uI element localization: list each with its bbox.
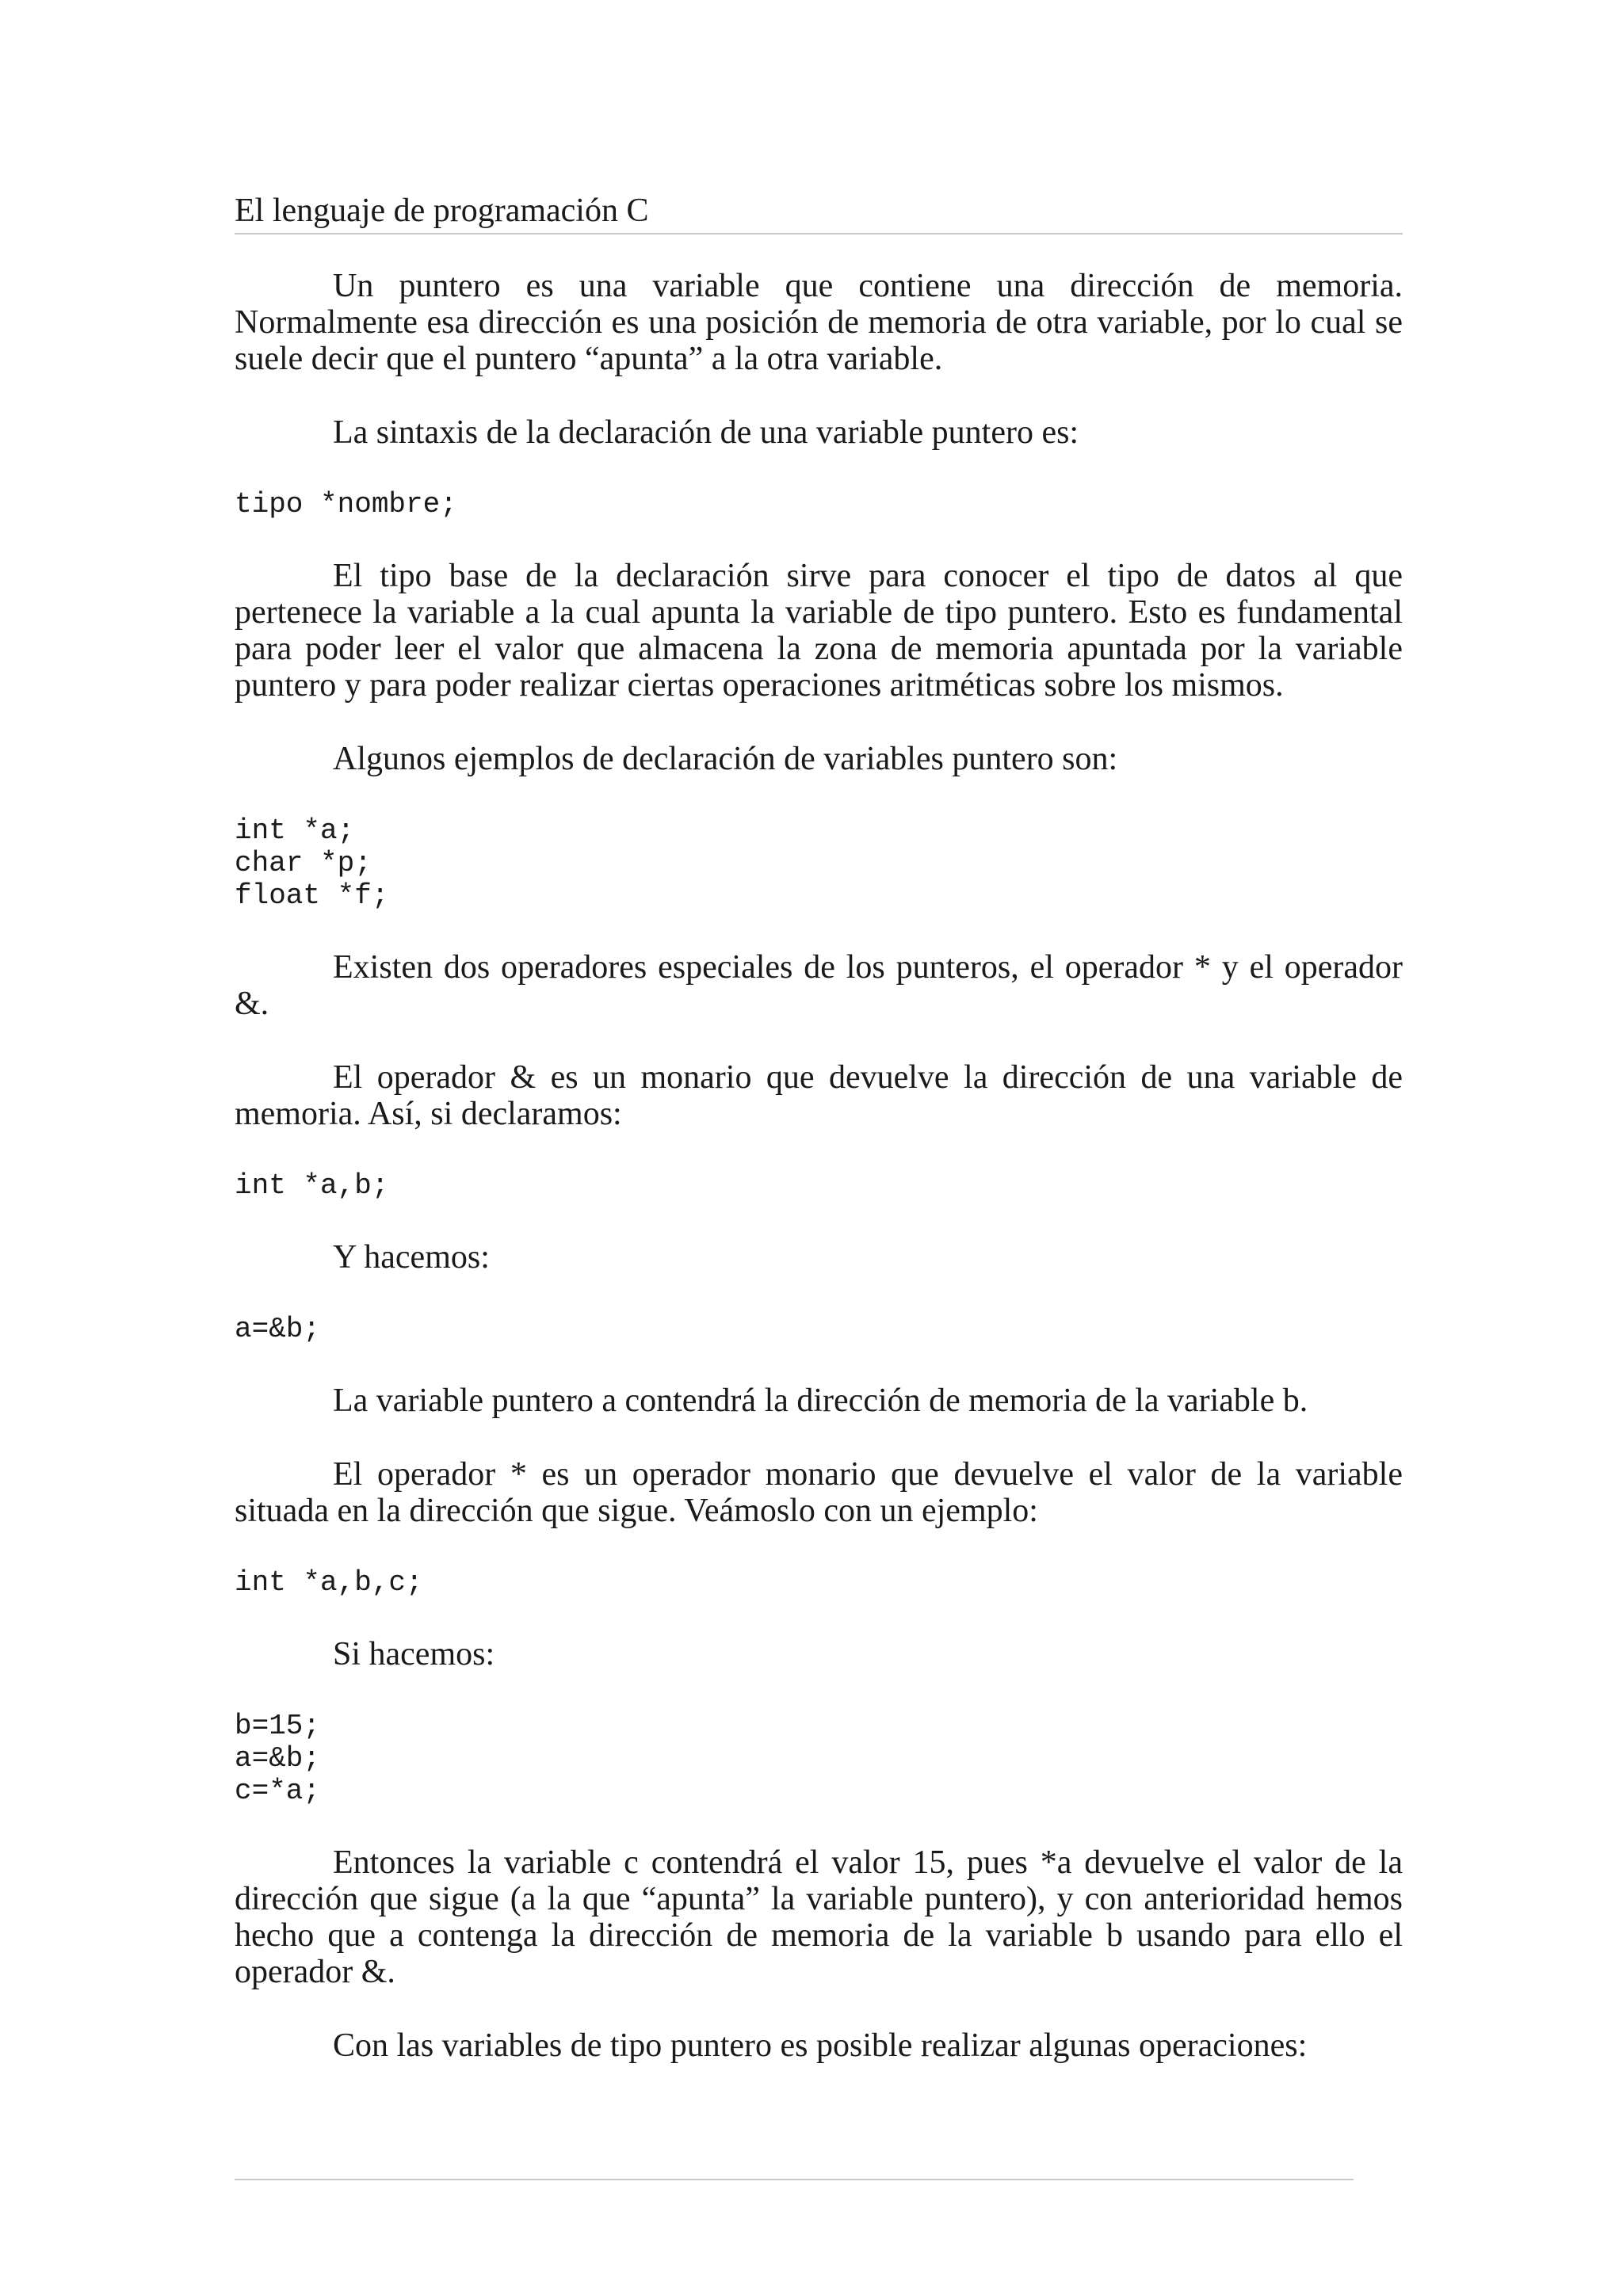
document-body	[235, 268, 1403, 2101]
paragraph-y-hacemos: Y hacemos:	[333, 1239, 490, 1276]
code-line: int *a,b;	[235, 1169, 389, 1202]
running-header: El lenguaje de programación C	[235, 190, 1403, 235]
paragraph-address-operator: El operador & es un monario que devuelve la dirección de una variable de memoria. Así, si declaramos:	[235, 1059, 1403, 1132]
code-block-declare-abc	[235, 1566, 1403, 1599]
paragraph-pointer-contains: La variable puntero a contendrá la dirección de memoria de la variable b.	[333, 1383, 1308, 1419]
code-line: tipo *nombre;	[235, 488, 457, 521]
code-line: int *a;	[235, 814, 355, 847]
code-block-assign	[235, 1313, 1403, 1345]
code-line: b=15;	[235, 1710, 321, 1742]
paragraph-deref-explanation: Entonces la variable c contendrá el valor 15, pues *a devuelve el valor de la dirección que sigue (a la que “apunta” la variable puntero), y con anterioridad hemos hecho que a contenga la dirección de memoria de la variable b usando para ello el operador &.	[235, 1844, 1403, 1990]
paragraph-pointer-definition: Un puntero es una variable que contiene una dirección de memoria. Normalmente esa dirección es una posición de memoria de otra variable, por lo cual se suele decir que el puntero “apunta” a la otra variable.	[235, 268, 1403, 377]
code-line: c=*a;	[235, 1775, 321, 1807]
code-line: float *f;	[235, 879, 389, 912]
code-line: char *p;	[235, 847, 372, 879]
paragraph-examples-intro: Algunos ejemplos de declaración de variables puntero son:	[333, 741, 1118, 777]
code-block-deref-example	[235, 1710, 1403, 1807]
footer-rule	[235, 2179, 1354, 2180]
paragraph-pointer-operations: Con las variables de tipo puntero es posible realizar algunas operaciones:	[333, 2027, 1308, 2064]
paragraph-deref-operator: El operador * es un operador monario que devuelve el valor de la variable situada en la dirección que sigue. Veámoslo con un ejemplo:	[235, 1456, 1403, 1529]
code-line: a=&b;	[235, 1742, 321, 1775]
paragraph-declaration-syntax: La sintaxis de la declaración de una variable puntero es:	[333, 414, 1079, 451]
document-page	[235, 0, 1403, 2296]
code-line: int *a,b,c;	[235, 1566, 423, 1599]
paragraph-base-type: El tipo base de la declaración sirve para conocer el tipo de datos al que pertenece la variable a la cual apunta la variable de tipo puntero. Esto es fundamental para poder leer el valor que almacena la zona de memoria apuntada por la variable puntero y para poder realizar ciertas operaciones aritméticas sobre los mismos.	[235, 558, 1403, 704]
code-line: a=&b;	[235, 1313, 321, 1345]
code-block-syntax	[235, 488, 1403, 521]
code-block-examples	[235, 814, 1403, 912]
paragraph-operators: Existen dos operadores especiales de los punteros, el operador * y el operador &.	[235, 949, 1403, 1022]
code-block-declare	[235, 1169, 1403, 1202]
paragraph-si-hacemos: Si hacemos:	[333, 1636, 495, 1672]
